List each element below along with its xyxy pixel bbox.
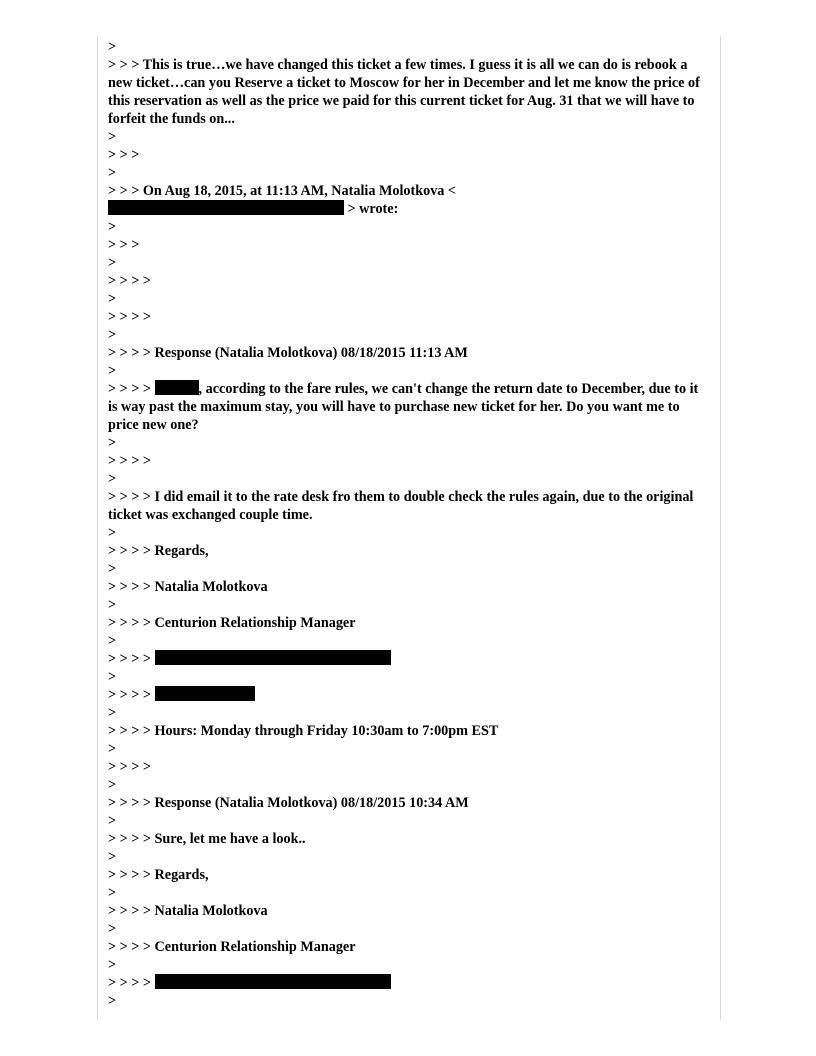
quoted-line: > (108, 327, 117, 343)
quoted-line: > > > > Regards, (108, 867, 209, 883)
quoted-paragraph-with-redaction (108, 380, 708, 434)
email-thread-body (108, 38, 708, 1010)
quoted-line: > (108, 39, 117, 55)
quoted-line: > > > (108, 147, 140, 163)
quoted-line: > > > > (108, 309, 151, 325)
quoted-line-with-redaction (108, 200, 708, 218)
quoted-line: > (108, 633, 117, 649)
quoted-line: > > > > Natalia Molotkova (108, 579, 268, 595)
quoted-line: > (108, 129, 117, 145)
quoted-line: > (108, 291, 117, 307)
quoted-line: > (108, 993, 117, 1009)
quoted-line: > > > > Response (Natalia Molotkova) 08/18/2015 10:34 AM (108, 795, 469, 811)
quoted-line: > (108, 849, 117, 865)
quoted-line: > (108, 561, 117, 577)
redacted-name-box (155, 380, 199, 395)
quoted-line: > > > > Natalia Molotkova (108, 903, 268, 919)
quoted-line: > (108, 597, 117, 613)
quoted-line: > (108, 705, 117, 721)
redacted-email-box (108, 200, 344, 215)
redacted-email-box (155, 974, 391, 989)
quoted-line: > (108, 669, 117, 685)
quoted-line: > (108, 525, 117, 541)
quoted-line: > > > > Regards, (108, 543, 209, 559)
line-prefix: > > > > (108, 651, 155, 667)
quoted-line: > > > > Centurion Relationship Manager (108, 939, 356, 955)
quoted-line: > > > On Aug 18, 2015, at 11:13 AM, Natalia Molotkova < (108, 183, 457, 199)
redacted-phone-box (155, 686, 255, 701)
line-suffix: > wrote: (344, 201, 399, 217)
quoted-line: > (108, 741, 117, 757)
quoted-line-with-redaction (108, 974, 708, 992)
quoted-line: > > > > (108, 453, 151, 469)
quoted-line: > > > > (108, 759, 151, 775)
redacted-email-box (155, 650, 391, 665)
quoted-line-with-redaction (108, 650, 708, 668)
quoted-paragraph: > > > This is true…we have changed this ticket a few times. I guess it is all we can do is rebook a new ticket…can you Reserve a ticket to Moscow for her in December and let me know the price of this reservation as well as the price we paid for this current ticket for Aug. 31 that we will have to forfeit the funds on... (108, 57, 700, 127)
quoted-line: > > > > (108, 273, 151, 289)
quoted-line: > (108, 885, 117, 901)
quoted-line: > (108, 165, 117, 181)
quoted-line-with-redaction (108, 686, 708, 704)
line-prefix: > > > > (108, 975, 155, 991)
quoted-paragraph: > > > > I did email it to the rate desk fro them to double check the rules again, due to the original ticket was exchanged couple time. (108, 489, 694, 523)
quoted-line: > > > > Sure, let me have a look.. (108, 831, 306, 847)
quoted-line: > > > > Centurion Relationship Manager (108, 615, 356, 631)
line-suffix: , according to the fare rules, we can't change the return date to December, due to it is way past the maximum stay, you will have to purchase new ticket for her. Do you want me to price new one? (108, 381, 699, 433)
quoted-line: > (108, 777, 117, 793)
quoted-line: > (108, 219, 117, 235)
quoted-line: > (108, 435, 117, 451)
line-prefix: > > > > (108, 687, 155, 703)
quoted-line: > (108, 813, 117, 829)
quoted-line: > (108, 957, 117, 973)
quoted-line: > > > > Response (Natalia Molotkova) 08/18/2015 11:13 AM (108, 345, 468, 361)
quoted-line: > > > > Hours: Monday through Friday 10:30am to 7:00pm EST (108, 723, 499, 739)
quoted-line: > (108, 921, 117, 937)
quoted-line: > (108, 363, 117, 379)
quoted-line: > > > (108, 237, 140, 253)
line-prefix: > > > > (108, 381, 155, 397)
quoted-line: > (108, 471, 117, 487)
quoted-line: > (108, 255, 117, 271)
